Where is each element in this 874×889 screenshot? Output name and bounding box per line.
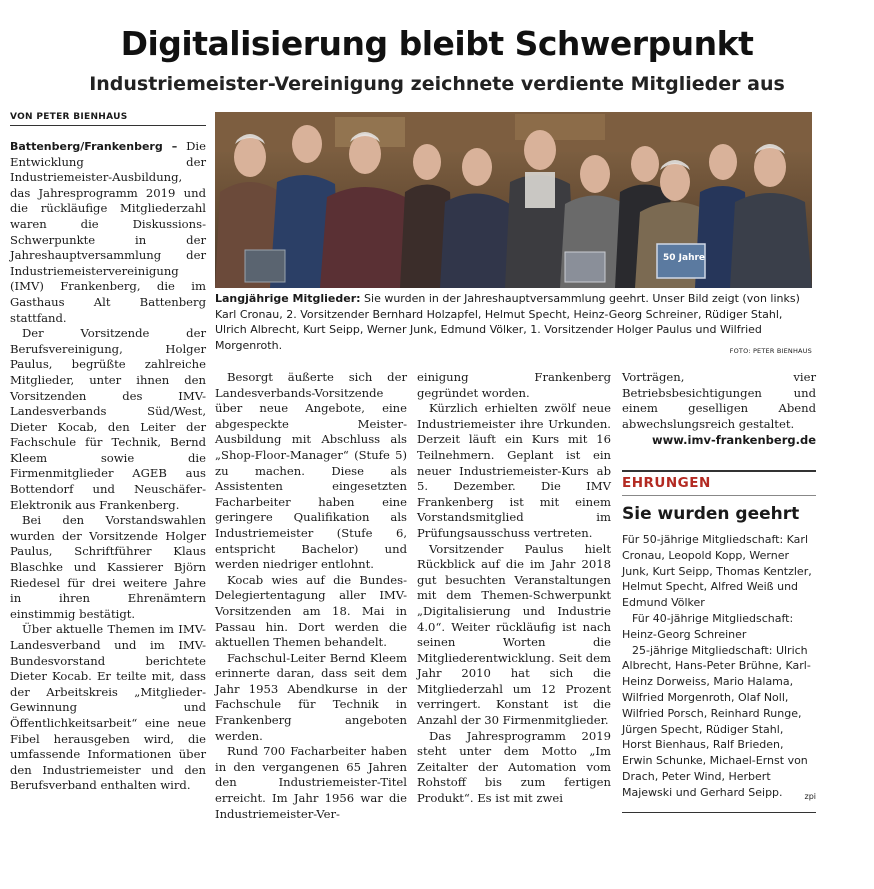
byline: VON PETER BIENHAUS: [10, 112, 206, 126]
headline: Digitalisierung bleibt Schwerpunkt: [120, 24, 754, 63]
honors-paragraph: 25-jährige Mitgliedschaft: Ulrich Albrecht, Hans-Peter Brühne, Karl-Heinz Dorweiss, Mario Halama, Wilfried Morgenroth, Olaf Noll, Wilfried Porsch, Reinhard Runge, Jürgen Specht, Rüdiger Stahl, Horst Bienhaus, Ralf Brieden, Erwin Schunke, Michael-Ernst von Drach, Peter Wind, Herbert Majewski und Gerhard Seipp.: [622, 643, 811, 799]
article-paragraph: Kocab wies auf die Bundes-Delegiertentagung aller IMV-Vorsitzenden am 18. Mai in Passau hin. Dort werden die aktuellen Themen behandelt.: [215, 572, 407, 650]
article-column-4: [622, 370, 816, 449]
website-link[interactable]: www.imv-frankenberg.de: [652, 433, 816, 448]
caption-lead: Langjährige Mitglieder:: [215, 292, 361, 305]
honors-paragraph: Für 40-jährige Mitgliedschaft: Heinz-Georg Schreiner: [622, 611, 794, 641]
article-paragraph: Über aktuelle Themen im IMV-Landesverband und im IMV-Bundesvorstand berichtete Dieter Kocab. Er teilte mit, dass der Arbeitskreis „Mitglieder-Gewinnung und Öffentlichkeitsarbeit“ eine neue Fibel herausgeben wird, die umfassende Informationen über den Industriemeister und den Berufsverband enthalten wird.: [10, 622, 206, 793]
article-paragraph: Fachschul-Leiter Bernd Kleem erinnerte daran, dass seit dem Jahr 1953 Abendkurse in der Fachschule für Technik in Frankenberg angeboten werden.: [215, 650, 407, 743]
article-paragraph: Vorträgen, vier Betriebsbesichtigungen und einem geselligen Abend abwechslungsreich gestaltet.: [622, 370, 816, 431]
paragraph-text: Die Entwicklung der Industriemeister-Ausbildung, das Jahresprogramm 2019 und die rückläufige Mitgliederzahl waren die Diskussions-Schwerpunkte in der Jahreshauptversammlung der Industriemeistervereinigung (IMV) Frankenberg, die im Gasthaus Alt Battenberg stattfand.: [10, 139, 206, 325]
honors-box: [622, 470, 816, 813]
article-paragraph: [10, 139, 206, 326]
article-paragraph: Rund 700 Facharbeiter haben in den vergangenen 65 Jahren den Industriemeister-Titel erreicht. Im Jahr 1956 war die Industriemeister-Ver-: [215, 744, 407, 821]
box-kicker: EHRUNGEN: [622, 475, 711, 491]
article-column-3: [417, 370, 611, 807]
plaque-text: 50 Jahre: [663, 253, 706, 263]
group-photo-illustration: [215, 112, 812, 288]
photo-caption: [215, 291, 812, 353]
box-divider: [622, 495, 816, 496]
dateline: Battenberg/Frankenberg –: [10, 140, 178, 153]
article-paragraph: Bei den Vorstandswahlen wurden der Vorsitzende Holger Paulus, Schriftführer Klaus Blaschke und Kassierer Björn Riedesel für drei weitere Jahre in ihren Ehrenämtern einstimmig bestätigt.: [10, 513, 206, 621]
article-paragraph: Kürzlich erhielten zwölf neue Industriemeister ihre Urkunden. Derzeit läuft ein Kurs mit 16 Teilnehmern. Geplant ist ein neuer Industriemeister-Kurs ab 5. Dezember. Die IMV Frankenberg ist mit einem Vorstandsmitglied im Prüfungsausschuss vertreten.: [417, 401, 611, 540]
box-title: Sie wurden geehrt: [622, 504, 800, 524]
article-column-2: [215, 370, 407, 822]
box-divider: [622, 470, 816, 472]
box-body: [622, 532, 816, 804]
subheadline: Industriemeister-Vereinigung zeichnete verdiente Mitglieder aus: [89, 73, 785, 95]
photo-credit: FOTO: PETER BIENHAUS: [729, 347, 812, 355]
article-paragraph: Der Vorsitzende der Berufsvereinigung, Holger Paulus, begrüßte zahlreiche Mitglieder, unter ihnen den Vorsitzenden des IMV-Landesverbands Süd/West, Dieter Kocab, den Leiter der Fachschule für Technik, Bernd Kleem sowie die Firmenmitglieder AGEB aus Bottendorf und Neuschäfer-Elektronik aus Frankenberg.: [10, 326, 206, 512]
article-paragraph: einigung Frankenberg gegründet worden.: [417, 370, 611, 400]
box-divider: [622, 812, 816, 813]
author-sign: zpi: [804, 791, 816, 801]
article-paragraph: Besorgt äußerte sich der Landesverbands-Vorsitzende über neue Angebote, eine abgespeckte Meister-Ausbildung mit Abschluss als „Shop-Floor-Manager“ (Stufe 5) zu machen. Diese als Assistenten eingesetzten Facharbeiter haben eine geringere Qualifikation als Industriemeister (Stufe 6, entspricht Bachelor) und werden niedriger entlohnt.: [215, 370, 407, 572]
honors-paragraph: Für 50-jährige Mitgliedschaft: Karl Cronau, Leopold Kopp, Werner Junk, Kurt Seipp, Thomas Kentzler, Helmut Specht, Alfred Weiß und Edmund Völker: [622, 533, 812, 610]
group-photo: [215, 112, 812, 288]
article-paragraph: Das Jahresprogramm 2019 steht unter dem Motto „Im Zeitalter der Automation vom Rohstoff bis zum fertigen Produkt“. Es ist mit zwei: [417, 728, 611, 806]
caption-text: Sie wurden in der Jahreshauptversammlung geehrt. Unser Bild zeigt (von links) Karl Cronau, 2. Vorsitzender Bernhard Holzapfel, Helmut Specht, Heinz-Georg Schreiner, Rüdiger Stahl, Ulrich Albrecht, Kurt Seipp, Werner Junk, Edmund Völker, 1. Vorsitzender Holger Paulus und Wilfried Morgenroth.: [215, 292, 800, 352]
article-paragraph: Vorsitzender Paulus hielt Rückblick auf die im Jahr 2018 gut besuchten Veranstaltungen mit dem Themen-Schwerpunkt „Digitalisierung und Industrie 4.0“. Weiter rückläufig ist nach seinen Worten die Mitgliederentwicklung. Seit dem Jahr 2010 hat sich die Mitgliederzahl um 12 Prozent verringert. Konstant ist die Anzahl der 30 Firmenmitglieder.: [417, 541, 611, 728]
article-column-1: [10, 139, 206, 794]
